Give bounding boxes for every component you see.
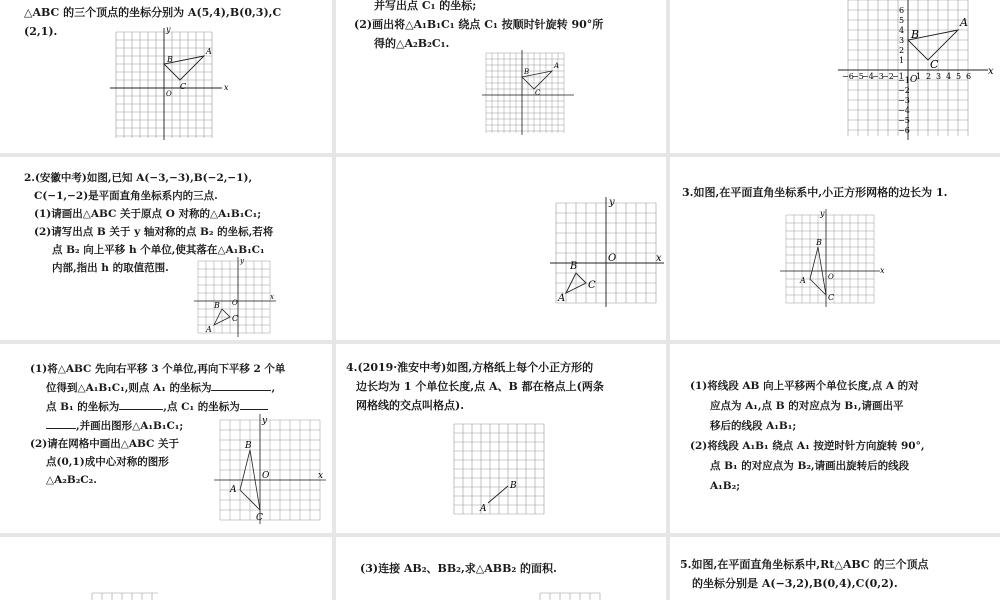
- origin-label: O: [608, 253, 617, 264]
- cell-r2c2: [336, 157, 666, 340]
- text-line: (2)画出将△A₁B₁C₁ 绕点 C₁ 按顺时针旋转 90°所: [354, 18, 604, 31]
- svg-text:−4: −4: [898, 106, 910, 115]
- text-line: △A₂B₂C₂.: [46, 474, 97, 486]
- coordinate-grid: [550, 197, 666, 309]
- y-axis-label: y: [240, 257, 244, 265]
- problem-text: [354, 0, 603, 53]
- svg-text:−1: −1: [898, 76, 910, 85]
- svg-text:2: 2: [926, 72, 932, 81]
- text-line: (1)将△ABC 先向右平移 3 个单位,再向下平移 2 个单: [30, 363, 286, 375]
- svg-text:−1: −1: [892, 72, 904, 81]
- grid-top-edge: [538, 591, 602, 600]
- label-a: A: [554, 62, 560, 70]
- text-line: 并写出点 C₁ 的坐标;: [374, 0, 477, 12]
- answer-blank[interactable]: [211, 378, 271, 391]
- svg-text:5: 5: [899, 16, 905, 25]
- label-a: A: [480, 504, 487, 514]
- svg-text:−6: −6: [842, 72, 854, 81]
- problem-text: [346, 358, 604, 415]
- text-line: ,点 C₁ 的坐标为: [163, 401, 240, 413]
- text-line: 内部,指出 h 的取值范围.: [52, 262, 169, 274]
- x-axis-label: x: [880, 266, 885, 275]
- cell-r1c2: [336, 0, 666, 153]
- svg-text:−3: −3: [872, 72, 884, 81]
- text-line: 点(0,1)成中心对称的图形: [46, 456, 169, 468]
- text-line: 点 B₁ 的对应点为 B₂,请画出旋转后的线段: [710, 460, 910, 472]
- cell-r1c3: [670, 0, 1000, 153]
- text-line: 4.(2019·淮安中考)如图,方格纸上每个小正方形的: [346, 361, 594, 374]
- text-line: (2)将线段 A₁B₁ 绕点 A₁ 按逆时针方向旋转 90°,: [690, 440, 925, 452]
- text-line: ,: [271, 382, 276, 394]
- svg-text:−2: −2: [882, 72, 894, 81]
- svg-text:4: 4: [899, 26, 905, 35]
- svg-text:3: 3: [899, 36, 905, 45]
- svg-text:−4: −4: [862, 72, 874, 81]
- text-line: 的坐标分别是 A(−3,2),B(0,4),C(0,2).: [692, 577, 898, 590]
- coordinate-grid: [838, 0, 996, 140]
- svg-text:−5: −5: [852, 72, 864, 81]
- label-b: B: [214, 301, 220, 310]
- grid-top-edge: [90, 591, 160, 600]
- text-line: (2)请在网格中画出△ABC 关于: [30, 438, 180, 450]
- origin-label: O: [232, 299, 238, 307]
- cell-r2c3: [670, 157, 1000, 340]
- text-line: 应点为 A₁,点 B 的对应点为 B₁,请画出平: [710, 400, 904, 412]
- label-b: B: [570, 261, 578, 272]
- svg-text:−3: −3: [898, 96, 910, 105]
- problem-text: [360, 559, 557, 578]
- x-axis-label: x: [270, 293, 274, 301]
- svg-text:−6: −6: [898, 126, 910, 135]
- svg-text:6: 6: [966, 72, 972, 81]
- text-line: 边长均为 1 个单位长度,点 A、B 都在格点上(两条: [356, 380, 604, 393]
- square-grid: [452, 422, 552, 520]
- text-line: A₁B₂;: [710, 480, 741, 492]
- text-line: 3.如图,在平面直角坐标系中,小正方形网格的边长为 1.: [682, 186, 948, 199]
- coordinate-grid: [108, 26, 233, 144]
- label-b: B: [816, 238, 822, 247]
- answer-blank[interactable]: [46, 416, 76, 429]
- origin-label: O: [910, 75, 918, 85]
- origin-label: O: [828, 273, 834, 281]
- label-b: B: [510, 481, 517, 491]
- cell-r3c3: [670, 344, 1000, 533]
- text-line: (1)请画出△ABC 关于原点 O 对称的△A₁B₁C₁;: [34, 208, 262, 220]
- coordinate-grid: [212, 414, 328, 524]
- cell-r3c2: [336, 344, 666, 533]
- label-c: C: [930, 58, 939, 71]
- label-b: B: [911, 28, 920, 41]
- svg-text:4: 4: [946, 72, 952, 81]
- segment-ab: [488, 486, 508, 503]
- cell-r4c1: [0, 537, 332, 600]
- label-c: C: [180, 82, 187, 91]
- origin-label: O: [262, 471, 270, 481]
- text-line: ,并画出图形△A₁B₁C₁;: [76, 420, 184, 432]
- text-line: (2)请写出点 B 关于 y 轴对称的点 B₂ 的坐标,若将: [34, 226, 274, 238]
- answer-blank[interactable]: [119, 397, 163, 410]
- coordinate-grid: [194, 257, 278, 337]
- text-line: (2,1).: [24, 25, 58, 38]
- label-c: C: [232, 314, 239, 323]
- y-axis-label: y: [820, 209, 825, 218]
- y-axis-label: y: [262, 416, 268, 426]
- label-a: A: [230, 485, 237, 495]
- label-c: C: [828, 293, 835, 302]
- text-line: 点 B₁ 的坐标为: [46, 401, 120, 413]
- svg-text:5: 5: [956, 72, 962, 81]
- svg-text:−2: −2: [898, 86, 910, 95]
- label-c: C: [535, 89, 541, 97]
- svg-text:−5: −5: [898, 116, 910, 125]
- svg-text:2: 2: [899, 46, 905, 55]
- cell-r1c1: [0, 0, 332, 153]
- text-line: C(−1,−2)是平面直角坐标系内的三点.: [34, 190, 218, 202]
- cell-r2c1: [0, 157, 332, 340]
- label-b: B: [524, 68, 530, 76]
- svg-text:6: 6: [899, 6, 905, 15]
- x-axis-label: x: [224, 83, 229, 92]
- text-line: 5.如图,在平面直角坐标系中,Rt△ABC 的三个顶点: [680, 558, 929, 571]
- text-line: 网格线的交点叫格点).: [356, 399, 465, 412]
- label-a: A: [800, 276, 806, 285]
- x-axis-label: x: [656, 253, 662, 264]
- answer-blank[interactable]: [240, 397, 268, 410]
- text-line: 位得到△A₁B₁C₁,则点 A₁ 的坐标为: [46, 382, 212, 394]
- text-line: (1)将线段 AB 向上平移两个单位长度,点 A 的对: [690, 380, 919, 392]
- label-a: A: [960, 16, 968, 29]
- label-a: A: [206, 47, 212, 56]
- label-b: B: [167, 55, 173, 64]
- svg-text:1: 1: [899, 56, 905, 65]
- label-a: A: [558, 293, 566, 304]
- problem-text: [690, 376, 925, 496]
- origin-label: O: [166, 90, 172, 98]
- x-axis-label: x: [318, 471, 324, 481]
- cell-r4c2: [336, 537, 666, 600]
- svg-text:1: 1: [916, 72, 922, 81]
- label-b: B: [245, 441, 252, 451]
- label-c: C: [588, 280, 596, 291]
- label-c: C: [256, 513, 263, 523]
- text-line: △ABC 的三个顶点的坐标分别为 A(5,4),B(0,3),C: [24, 6, 282, 19]
- y-axis-label: y: [166, 26, 171, 34]
- text-line: 得的△A₂B₂C₁.: [374, 37, 450, 50]
- cell-r4c3: [670, 537, 1000, 600]
- problem-text: [682, 183, 947, 202]
- text-line: 点 B₂ 向上平移 h 个单位,使其落在△A₁B₁C₁: [52, 244, 265, 256]
- coordinate-grid: [780, 209, 890, 307]
- coordinate-grid: [482, 50, 578, 136]
- text-line: (3)连接 AB₂、BB₂,求△ABB₂ 的面积.: [360, 562, 557, 575]
- svg-text:3: 3: [936, 72, 942, 81]
- y-axis-label: y: [609, 197, 615, 208]
- text-line: 移后的线段 A₁B₁;: [710, 420, 797, 432]
- cell-r3c1: [0, 344, 332, 533]
- label-a: A: [206, 325, 212, 334]
- x-axis-label: x: [988, 66, 994, 77]
- problem-text: [680, 555, 928, 593]
- text-line: 2.(安徽中考)如图,已知 A(−3,−3),B(−2,−1),: [24, 172, 253, 184]
